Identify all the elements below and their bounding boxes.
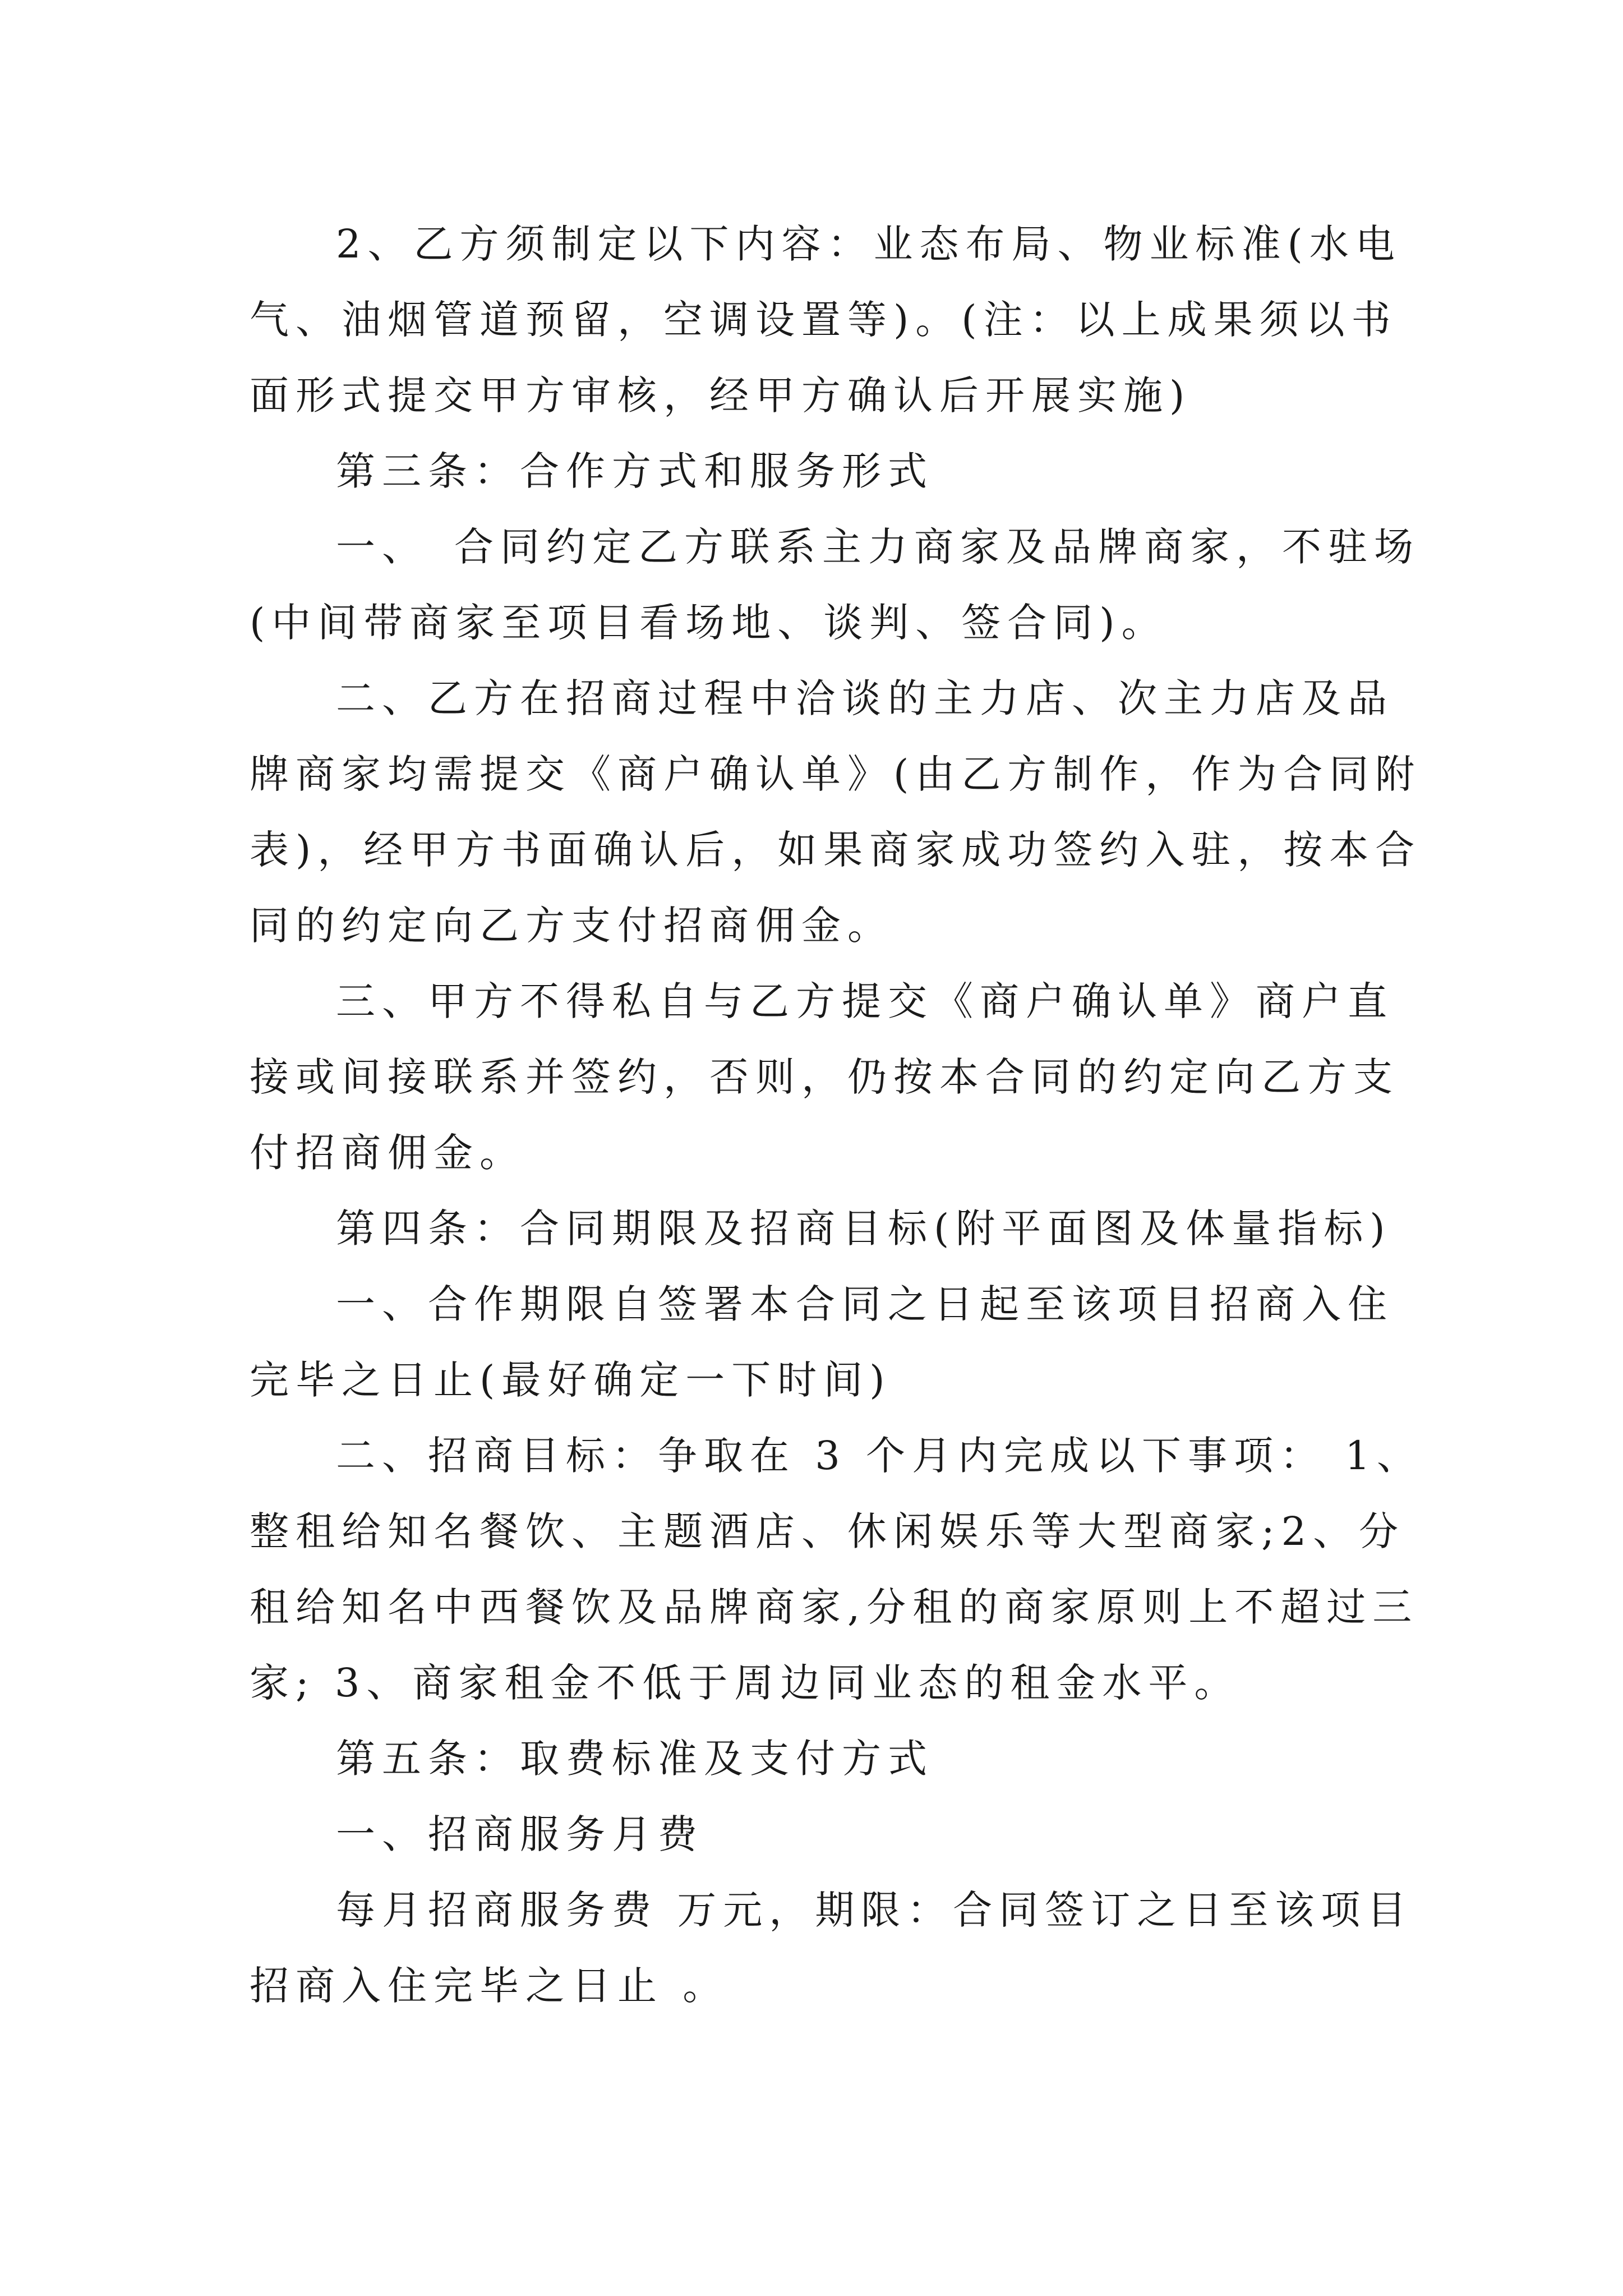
paragraph-1: 2、乙方须制定以下内容：业态布局、物业标准(水电气、油烟管道预留，空调设置等)。(注：以上成果须以书面形式提交甲方审核，经甲方确认后开展实施) (250, 221, 1401, 418)
paragraph-3: 一、 合同约定乙方联系主力商家及品牌商家，不驻场(中间带商家至项目看场地、谈判、签合同)。 (250, 524, 1420, 646)
paragraph-8: 二、招商目标：争取在 3 个月内完成以下事项： 1、整租给知名餐饮、主题酒店、休闲娱乐等大型商家;2、分租给知名中西餐饮及品牌商家,分租的商家原则上不超过三家; 3、商家租金不低于周边同业态的租金水平。 (250, 1433, 1423, 1706)
paragraph-4: 二、乙方在招商过程中洽谈的主力店、次主力店及品牌商家均需提交《商户确认单》(由乙方制作，作为合同附表)，经甲方书面确认后，如果商家成功签约入驻，按本合同的约定向乙方支付招商佣金。 (250, 675, 1422, 949)
document-body (250, 206, 1438, 2024)
section-heading-article-4: 第四条：合同期限及招商目标(附平面图及体量指标) (336, 1205, 1392, 1251)
paragraph-11: 每月招商服务费 万元，期限：合同签订之日至该项目招商入住完毕之日止 。 (250, 1887, 1413, 2009)
section-heading-article-3: 第三条：合作方式和服务形式 (336, 448, 934, 494)
paragraph-10: 一、招商服务月费 (336, 1811, 704, 1857)
paragraph-7: 一、合作期限自签署本合同之日起至该项目招商入住完毕之日止(最好确定一下时间) (250, 1281, 1394, 1403)
paragraph-5: 三、甲方不得私自与乙方提交《商户确认单》商户直接或间接联系并签约，否则，仍按本合同的约定向乙方支付招商佣金。 (250, 978, 1399, 1176)
section-heading-article-5: 第五条：取费标准及支付方式 (336, 1736, 934, 1782)
